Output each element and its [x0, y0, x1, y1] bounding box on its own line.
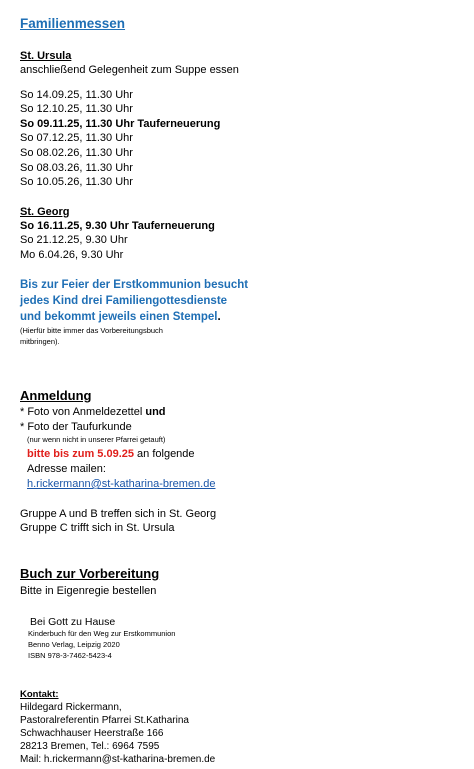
page-title: Familienmessen: [20, 16, 126, 31]
georg-date: So 21.12.25, 9.30 Uhr: [20, 234, 128, 246]
kommunion-text: Bis zur Feier der Erstkommunion besucht: [20, 279, 249, 291]
kontakt-mail: Mail: h.rickermann@st-katharina-bremen.de: [20, 754, 216, 765]
kontakt-line: Hildegard Rickermann,: [20, 702, 122, 713]
kontakt-line: Pastoralreferentin Pfarrei St.Katharina: [20, 715, 189, 726]
address-label: Adresse mailen:: [27, 463, 106, 475]
kontakt-heading: Kontakt:: [20, 689, 59, 700]
buch-title: Bei Gott zu Hause: [30, 616, 116, 628]
bullet-1-text: * Foto von Anmeldezettel: [20, 406, 146, 418]
ursula-heading: St. Ursula: [20, 50, 72, 62]
deadline-date: bitte bis zum 5.09.25: [27, 448, 134, 460]
anmeldung-bullet-1: [20, 405, 166, 419]
anmeldung-heading: Anmeldung: [20, 388, 92, 403]
georg-date: Mo 6.04.26, 9.30 Uhr: [20, 249, 124, 261]
gruppe-line: Gruppe A und B treffen sich in St. Georg: [20, 508, 217, 520]
kontakt-line: Schwachhauser Heerstraße 166: [20, 728, 164, 739]
buch-detail: Kinderbuch für den Weg zur Erstkommunion: [28, 629, 176, 638]
kommunion-period: .: [217, 311, 221, 323]
kontakt-line: 28213 Bremen, Tel.: 6964 7595: [20, 741, 160, 752]
email-link[interactable]: h.rickermann@st-katharina-bremen.de: [27, 478, 216, 490]
deadline-line: [27, 447, 195, 461]
buch-detail: ISBN 978-3-7462-5423-4: [28, 651, 112, 660]
ursula-date: So 08.02.26, 11.30 Uhr: [20, 147, 133, 159]
georg-date-tauferneuerung: So 16.11.25, 9.30 Uhr Tauferneuerung: [20, 220, 215, 232]
gruppe-line: Gruppe C trifft sich in St. Ursula: [20, 522, 175, 534]
ursula-date-tauferneuerung: So 09.11.25, 11.30 Uhr Tauferneuerung: [20, 118, 221, 130]
buch-heading: Buch zur Vorbereitung: [20, 566, 160, 581]
bullet-1-bold: und: [145, 406, 166, 418]
taufe-note: (nur wenn nicht in unserer Pfarrei getauft): [27, 435, 166, 444]
georg-heading: St. Georg: [20, 206, 70, 218]
kommunion-text-line3: und bekommt jeweils einen Stempel: [20, 311, 218, 323]
buch-detail: Benno Verlag, Leipzig 2020: [28, 640, 120, 649]
ursula-date: So 14.09.25, 11.30 Uhr: [20, 89, 133, 101]
ursula-date: So 08.03.26, 11.30 Uhr: [20, 162, 133, 174]
kommunion-text: jedes Kind drei Familiengottesdienste: [20, 295, 228, 307]
anmeldung-bullet-2: * Foto der Taufurkunde: [20, 421, 132, 433]
ursula-date: So 12.10.25, 11.30 Uhr: [20, 103, 133, 115]
ursula-note: anschließend Gelegenheit zum Suppe essen: [20, 64, 239, 76]
deadline-rest: an folgende: [133, 448, 195, 460]
ursula-date: So 07.12.25, 11.30 Uhr: [20, 132, 133, 144]
buch-note: Bitte in Eigenregie bestellen: [20, 585, 157, 597]
kommunion-text: [20, 310, 221, 324]
ursula-date: So 10.05.26, 11.30 Uhr: [20, 176, 133, 188]
kommunion-note: (Hierfür bitte immer das Vorbereitungsbuch: [20, 326, 163, 335]
kommunion-note: mitbringen).: [20, 337, 60, 346]
